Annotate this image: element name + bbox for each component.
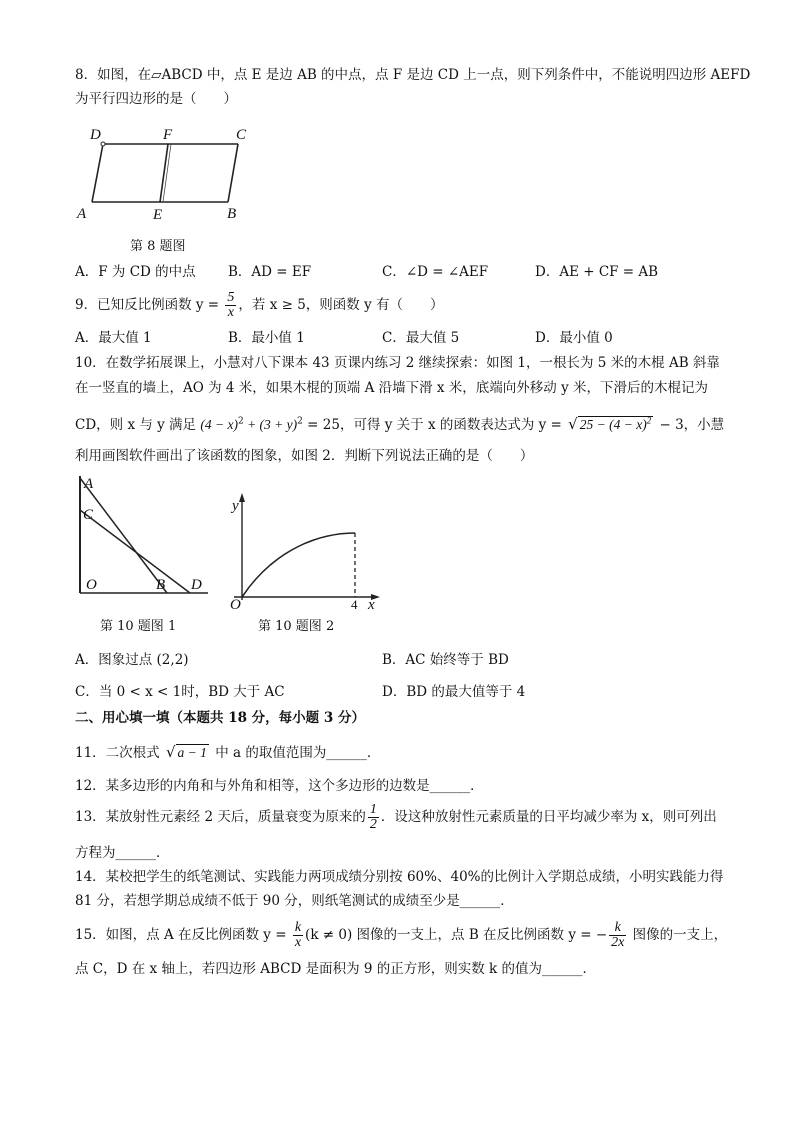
q15-fraction1 [293,921,303,950]
q15-stem-line1 [75,921,727,950]
q10-exponent2: 2 [297,416,303,427]
q9-stem-post: ，若 x ≥ 5，则函数 y 有（ ） [238,297,444,313]
function-curve [242,533,355,597]
q10-line3-pre: CD，则 x 与 y 满足 [75,417,201,433]
q11-stem [75,742,380,763]
q10-option-d: D．BD 的最大值等于 4 [382,684,526,700]
q9-fraction [225,291,236,320]
q15-fraction1-denominator: x [294,935,302,950]
q8-figure-caption: 第 8 题图 [130,239,186,254]
edge-cb [228,144,238,202]
q8-option-d: D．AE + CF = AB [535,264,659,280]
q10-stem-line3 [75,414,724,435]
q9-option-c: C．最大值 5 [382,330,460,346]
q15-fraction2-denominator: 2x [611,935,625,950]
q9-stem [75,291,444,320]
radical-sign: √ [568,415,578,433]
q10-stem-line1: 10．在数学拓展课上，小慧对八下课本 43 页课内练习 2 继续探索：如图 1，一根长为 5 米的木棍 AB 斜靠 [75,355,720,371]
q14-stem-line2: 81 分，若想学期总成绩不低于 90 分，则纸笔测试的成绩至少是______． [75,893,514,909]
q10-term1: (4 − x) [200,417,238,432]
q10-square-root [568,414,653,435]
q10-stem-line2: 在一竖直的墙上，AO 为 4 米，如果木棍的顶端 A 沿墙下滑 x 米，底端向外移动 y 米，下滑后的木棍记为 [75,380,709,396]
stick-ab [80,478,167,593]
label-a: A [77,206,87,222]
q11-square-root [166,742,209,763]
q15-stem-line2: 点 C，D 在 x 轴上，若四边形 ABCD 是面积为 9 的正方形，则实数 k 的值为______． [75,961,597,977]
q10-figure2-graph [225,490,385,612]
label-d: D [191,577,202,593]
q10-figure2-caption: 第 10 题图 2 [258,619,335,634]
q9-option-a: A．最大值 1 [75,330,152,346]
section2-heading: 二、用心填一填（本题共 18 分，每小题 3 分） [75,710,365,726]
q11-radicand: a − 1 [177,745,207,760]
q15-mid: (k ≠ 0) 图像的一支上，点 B 在反比例函数 y = − [305,927,608,943]
q10-radicand-text: 25 − (4 − x) [579,417,647,432]
q10-option-c: C．当 0 < x < 1时，BD 大于 AC [75,684,285,700]
q9-option-d: D．最小值 0 [535,330,613,346]
q9-fraction-denominator: x [227,305,235,320]
q10-radicand [578,416,653,432]
label-y-axis: y [232,498,239,514]
q13-post: ．设这种放射性元素质量的日平均减少率为 x，则可列出 [380,809,717,825]
q8-parallelogram-figure [70,115,260,230]
q13-stem-line2: 方程为______． [75,845,170,861]
q8-option-c: C．∠D = ∠AEF [382,264,489,280]
q10-stem-line4: 利用画图软件画出了该函数的图象，如图 2．判断下列说法正确的是（ ） [75,448,534,464]
point-d-marker [101,142,105,146]
label-d: D [90,127,101,143]
q8-stem-line1: 8．如图，在▱ABCD 中，点 E 是边 AB 的中点，点 F 是边 CD 上一点，则下列条件中，不能说明四边形 AEFD [75,67,751,83]
label-f: F [163,127,173,143]
label-origin: O [230,597,241,613]
q13-pre: 13．某放射性元素经 2 天后，质量衰变为原来的 [75,809,366,825]
q10-figure1-ladder [72,472,212,600]
q9-option-b: B．最小值 1 [228,330,305,346]
q11-pre: 11．二次根式 [75,745,164,761]
q10-option-b: B．AC 始终等于 BD [382,652,509,668]
label-a: A [84,476,94,492]
label-x-axis: x [368,597,375,613]
q10-exponent1: 2 [237,416,244,427]
q13-fraction-numerator: 1 [369,802,377,817]
label-e: E [153,207,163,223]
q12-stem: 12．某多边形的内角和与外角和相等，这个多边形的边数是______． [75,778,484,794]
label-o: O [86,577,97,593]
q15-fraction2-numerator: k [609,921,626,936]
label-b: B [227,206,237,222]
q10-term2: + (3 + y) [243,417,298,432]
label-c: C [83,507,94,523]
q15-pre: 15．如图，点 A 在反比例函数 y = [75,927,291,943]
radical-sign: √ [165,743,176,761]
q9-stem-pre: 9．已知反比例函数 y = [75,297,224,313]
q10-figure1-caption: 第 10 题图 1 [100,619,177,634]
q11-post: 中 a 的取值范围为______． [210,745,381,761]
q14-stem-line1: 14．某校把学生的纸笔测试、实践能力两项成绩分别按 60%、40%的比例计入学期总成绩，小明实践能力得 [75,869,724,885]
q8-option-b: B．AD = EF [228,264,312,280]
q8-option-a: A．F 为 CD 的中点 [75,264,196,280]
q15-fraction2 [609,921,626,950]
label-c: C [236,127,247,143]
tick-label-4: 4 [351,597,358,612]
q15-post: 图像的一支上， [628,927,728,943]
q8-stem-line2: 为平行四边形的是（ ） [75,91,237,107]
q15-fraction1-numerator: k [294,920,302,935]
q13-stem-line1 [75,803,717,832]
q10-option-a: A．图象过点 (2,2) [75,652,189,668]
q10-line3-mid: = 25，可得 y 关于 x 的函数表达式为 y = [302,417,567,433]
q9-fraction-numerator: 5 [227,290,235,305]
q10-exponent3: 2 [646,415,652,426]
y-axis-arrow-icon [239,493,245,502]
q13-fraction [368,803,379,832]
q13-fraction-denominator: 2 [369,817,377,832]
label-b: B [156,577,166,593]
edge-da [92,144,103,202]
q10-line3-post: − 3，小慧 [655,417,725,433]
